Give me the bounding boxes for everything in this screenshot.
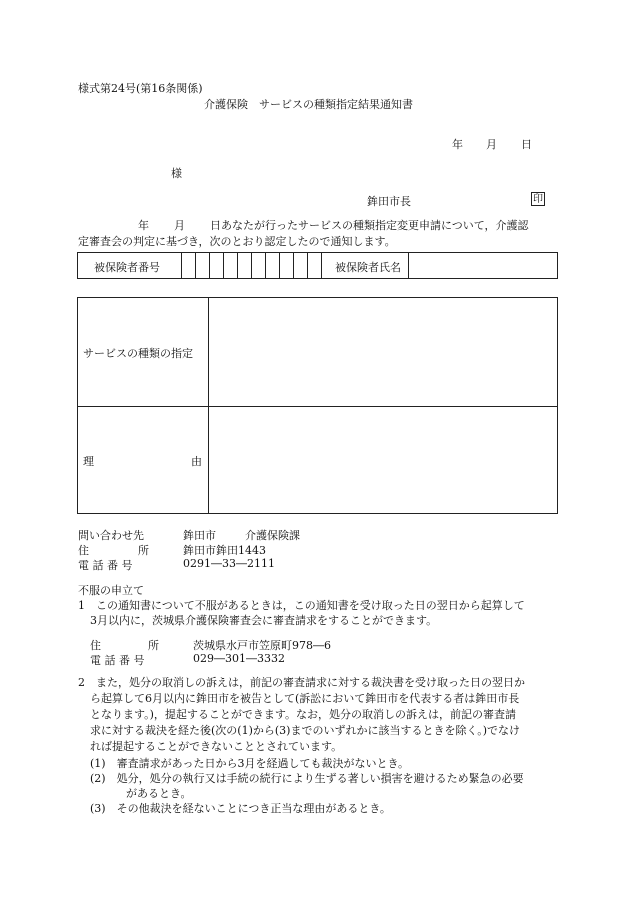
- appeal-item2: [78, 675, 558, 755]
- contact-label: 問い合わせ先: [78, 529, 144, 542]
- service-type-label: サービスの種類の指定: [83, 347, 193, 360]
- insured-name-label: 被保険者氏名: [335, 261, 401, 274]
- appeal-item1-line1: 1 この通知書について不服があるときは，この通知書を受け取った日の翌日から起算して: [78, 599, 525, 612]
- contact-address-label-2: 所: [138, 544, 149, 557]
- appeal-sub2-line1: (2) 処分，処分の執行又は手続の続行により生ずる著しい損害を避けるため緊急の必要: [90, 772, 524, 785]
- contact-phone-label: 電 話 番 号: [78, 559, 133, 572]
- appeal-item2-line: となります。)，提起することができます。なお，処分の取消しの訴えは，前記の審査請: [90, 708, 517, 721]
- pref-address-label-2: 所: [148, 639, 159, 652]
- contact-address: 鉾田市鉾田1443: [183, 544, 266, 557]
- intro-month-label: 月: [174, 219, 185, 232]
- pref-phone: 029―301―3332: [193, 652, 285, 665]
- contact-address-label-1: 住: [78, 544, 89, 557]
- seal-mark: 印: [533, 194, 543, 205]
- intro-line-1: 日あなたが行ったサービスの種類指定変更申請について，介護認: [210, 219, 529, 232]
- pref-address: 茨城県水戸市笠原町978―6: [193, 639, 331, 652]
- designation-table: [77, 297, 558, 514]
- reason-label-right: 由: [191, 455, 202, 468]
- date-month-label: 月: [486, 138, 497, 151]
- contact-org: 鉾田市: [183, 529, 216, 542]
- appeal-item2-line: 求に対する裁決を経た後(次の(1)から(3)までのいずれかに該当するときを除く。)でなけ: [90, 724, 521, 737]
- intro-year-label: 年: [138, 219, 149, 232]
- form-number: 様式第24号(第16条関係): [78, 82, 203, 95]
- appeal-item1-line2: 3月以内に，茨城県介護保険審査会に審査請求をすることができます。: [90, 614, 438, 627]
- document-title: 介護保険 サービスの種類指定結果通知書: [204, 98, 413, 111]
- addressee-suffix: 様: [171, 167, 182, 180]
- appeal-item2-line: れば提起することができないこととされています。: [90, 740, 343, 753]
- reason-label-left: 理: [83, 455, 94, 468]
- intro-line-2: 定審査会の判定に基づき，次のとおり認定したので通知します。: [78, 235, 396, 248]
- date-year-label: 年: [452, 138, 463, 151]
- contact-department: 介護保険課: [245, 529, 300, 542]
- date-day-label: 日: [521, 138, 532, 151]
- appeal-item2-line: 2 また，処分の取消しの訴えは，前記の審査請求に対する裁決書を受け取った日の翌日か: [78, 676, 525, 689]
- appeal-item2-line: ら起算して6月以内に鉾田市を被告として(訴訟において鉾田市を代表する者は鉾田市長: [90, 692, 520, 705]
- appeal-sub1: (1) 審査請求があった日から3月を経過しても裁決がないとき。: [90, 757, 410, 770]
- appeal-sub2-line2: があるとき。: [126, 787, 192, 800]
- insured-person-table: [77, 252, 558, 279]
- sender-name: 鉾田市長: [367, 195, 411, 208]
- appeal-heading: 不服の申立て: [78, 584, 144, 597]
- appeal-sub3: (3) その他裁決を経ないことにつき正当な理由があるとき。: [90, 802, 391, 815]
- contact-phone: 0291―33―2111: [183, 557, 275, 570]
- insured-number-label: 被保険者番号: [94, 261, 160, 274]
- pref-address-label-1: 住: [90, 639, 101, 652]
- pref-phone-label: 電 話 番 号: [90, 654, 145, 667]
